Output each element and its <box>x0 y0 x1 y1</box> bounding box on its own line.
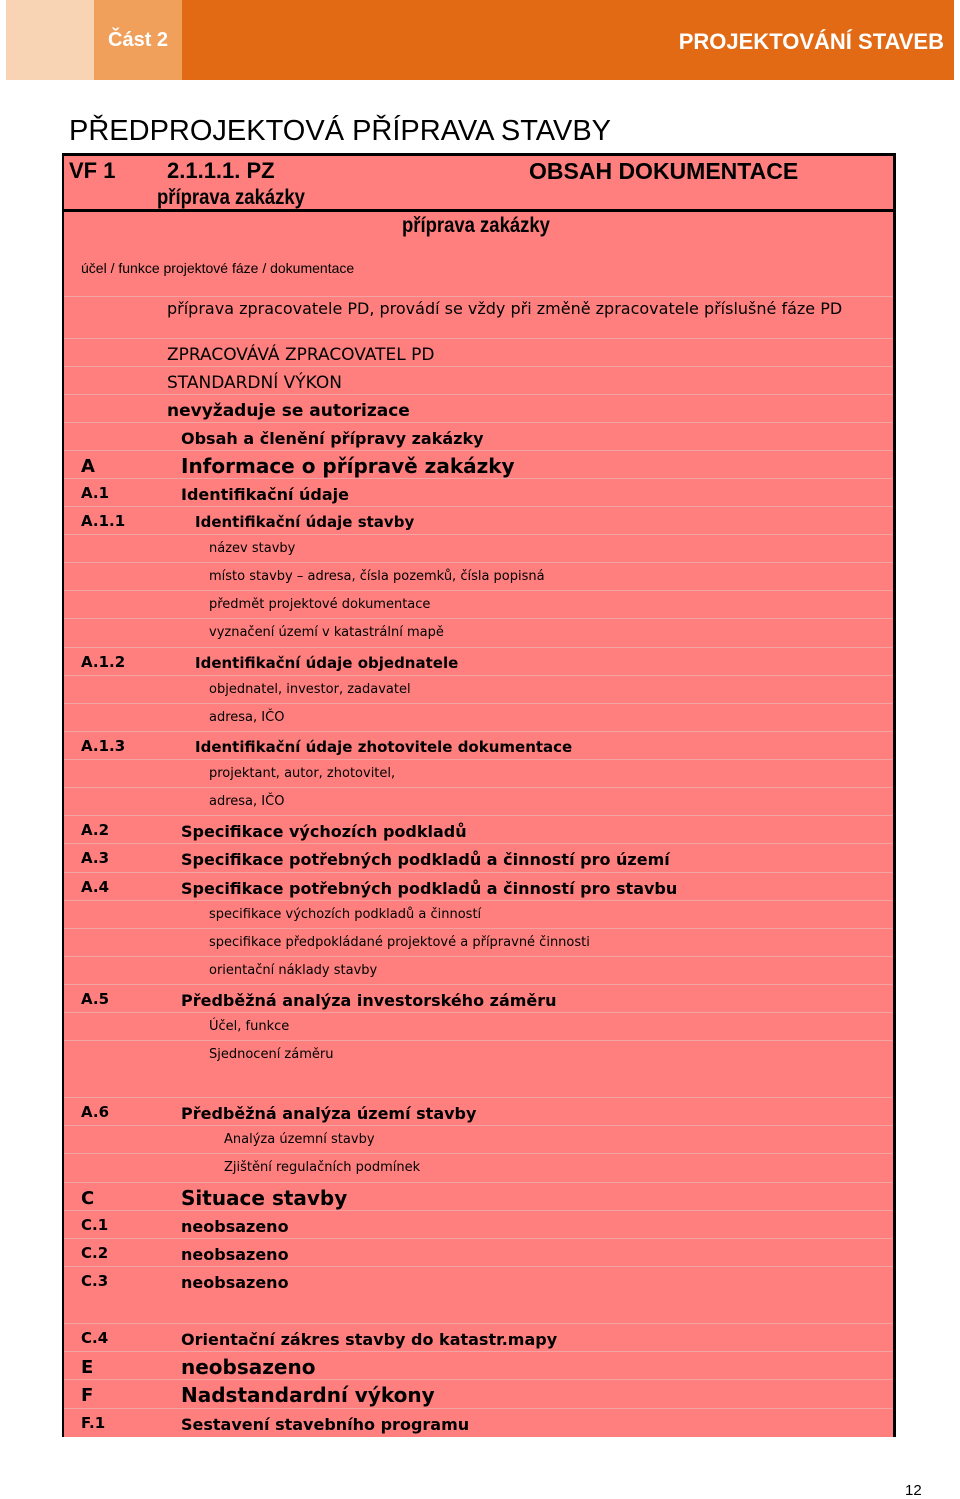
content-row <box>64 1383 893 1411</box>
row-code: C <box>81 1188 95 1209</box>
row-text: objednatel, investor, zadavatel <box>209 682 411 697</box>
row-text: Situace stavby <box>181 1186 348 1210</box>
row-code: A.6 <box>81 1103 110 1121</box>
row-divider <box>64 815 893 816</box>
row-divider <box>64 1125 893 1126</box>
content-row <box>64 1044 893 1072</box>
row-divider <box>64 506 893 507</box>
row-code: A.4 <box>81 878 110 896</box>
row-text: ZPRACOVÁVÁ ZPRACOVATEL PD <box>167 345 435 365</box>
row-divider <box>64 928 893 929</box>
row-divider <box>64 296 893 297</box>
header-main-band <box>182 0 954 80</box>
row-text: Analýza územní stavby <box>224 1132 375 1147</box>
row-code: C.4 <box>81 1329 109 1347</box>
row-text: STANDARDNÍ VÝKON <box>167 373 342 393</box>
row-text: Účel, funkce <box>209 1019 290 1034</box>
row-divider <box>64 787 893 788</box>
phase-code-subtitle: příprava zakázky <box>157 186 305 209</box>
row-text: specifikace výchozích podkladů a činností <box>209 907 482 922</box>
header-band-light <box>6 0 94 80</box>
row-code: C.3 <box>81 1272 109 1290</box>
row-text: adresa, IČO <box>209 794 285 809</box>
row-text: Specifikace potřebných podkladů a činností pro stavbu <box>181 879 678 898</box>
row-divider <box>64 1153 893 1154</box>
row-divider <box>64 618 893 619</box>
row-text: projektant, autor, zhotovitel, <box>209 766 396 781</box>
row-code: C.2 <box>81 1244 109 1262</box>
row-divider <box>64 1210 893 1211</box>
content-row <box>64 1412 893 1440</box>
vf-label: VF 1 <box>69 158 116 183</box>
row-divider <box>64 872 893 873</box>
row-code: A.2 <box>81 821 110 839</box>
purpose-text: příprava zpracovatele PD, provádí se vždy při změně zpracovatele příslušné fáze PD <box>167 299 843 318</box>
page-number: 12 <box>905 1482 922 1499</box>
row-text: Specifikace potřebných podkladů a činností pro území <box>181 850 670 869</box>
row-code: A.3 <box>81 849 110 867</box>
row-text: Identifikační údaje objednatele <box>195 654 459 672</box>
row-divider <box>64 731 893 732</box>
row-text: Orientační zákres stavby do katastr.mapy <box>181 1330 558 1349</box>
row-text: orientační náklady stavby <box>209 963 378 978</box>
row-text: Specifikace výchozích podkladů <box>181 822 467 841</box>
row-divider <box>64 1266 893 1267</box>
part-label: Část 2 <box>108 29 169 51</box>
row-divider <box>64 1238 893 1239</box>
content-row <box>64 1270 893 1298</box>
row-divider <box>64 562 893 563</box>
row-code: A <box>81 456 95 477</box>
row-text: Zjištění regulačních podmínek <box>224 1160 421 1175</box>
row-divider <box>64 450 893 451</box>
row-divider <box>64 1097 893 1098</box>
row-divider <box>64 1379 893 1380</box>
row-text: předmět projektové dokumentace <box>209 597 431 612</box>
row-divider <box>64 900 893 901</box>
row-divider <box>64 394 893 395</box>
content-row <box>64 847 893 875</box>
row-text: místo stavby – adresa, čísla pozemků, čísla popisná <box>209 569 545 584</box>
content-row <box>64 622 893 650</box>
row-divider <box>64 590 893 591</box>
row-divider <box>64 843 893 844</box>
section-title: PROJEKTOVÁNÍ STAVEB <box>678 29 944 54</box>
row-text: Nadstandardní výkony <box>181 1383 435 1407</box>
row-text: název stavby <box>209 541 296 556</box>
row-code: A.5 <box>81 990 110 1008</box>
row-divider <box>64 1182 893 1183</box>
row-divider <box>64 703 893 704</box>
row-divider <box>64 1408 893 1409</box>
purpose-label: účel / funkce projektové fáze / dokumentace <box>81 260 355 276</box>
row-code: A.1.3 <box>81 737 126 755</box>
row-text: neobsazeno <box>181 1355 316 1379</box>
row-text: Informace o přípravě zakázky <box>181 454 515 478</box>
header-part-tab <box>94 0 182 80</box>
row-divider <box>64 956 893 957</box>
row-divider <box>64 366 893 367</box>
row-code: F.1 <box>81 1414 106 1432</box>
row-text: Identifikační údaje zhotovitele dokumentace <box>195 738 573 756</box>
row-text: Obsah a členění přípravy zakázky <box>181 429 484 448</box>
row-code: A.1.1 <box>81 512 126 530</box>
row-divider <box>64 675 893 676</box>
row-text: neobsazeno <box>181 1217 289 1236</box>
row-divider <box>64 1323 893 1324</box>
row-text: Identifikační údaje stavby <box>195 513 415 531</box>
row-divider <box>64 984 893 985</box>
row-divider <box>64 759 893 760</box>
row-text: Předběžná analýza území stavby <box>181 1104 477 1123</box>
row-divider <box>64 422 893 423</box>
row-text: nevyžaduje se autorizace <box>167 401 410 421</box>
row-code: F <box>81 1385 94 1406</box>
row-text: Sestavení stavebního programu <box>181 1415 470 1434</box>
row-text: Sjednocení záměru <box>209 1047 334 1062</box>
row-text: Předběžná analýza investorského záměru <box>181 991 557 1010</box>
row-text: Identifikační údaje <box>181 485 349 504</box>
phase-code: 2.1.1.1. PZ <box>167 158 275 183</box>
row-code: C.1 <box>81 1216 109 1234</box>
content-heading: OBSAH DOKUMENTACE <box>529 158 799 184</box>
row-divider <box>64 534 893 535</box>
row-text: neobsazeno <box>181 1273 289 1292</box>
row-text: vyznačení území v katastrální mapě <box>209 625 444 640</box>
row-divider <box>64 478 893 479</box>
row-divider <box>64 1040 893 1041</box>
row-code: A.1 <box>81 484 110 502</box>
content-row <box>64 1157 893 1185</box>
row-text: specifikace předpokládané projektové a přípravné činnosti <box>209 935 590 950</box>
row-text: adresa, IČO <box>209 710 285 725</box>
row-code: A.1.2 <box>81 653 126 671</box>
page-title: PŘEDPROJEKTOVÁ PŘÍPRAVA STAVBY <box>69 115 612 147</box>
row-divider <box>64 647 893 648</box>
row-divider <box>64 338 893 339</box>
phase-name-center: příprava zakázky <box>402 214 550 237</box>
row-text: neobsazeno <box>181 1245 289 1264</box>
row-code: E <box>81 1357 94 1378</box>
row-divider <box>64 1012 893 1013</box>
row-divider <box>64 1351 893 1352</box>
